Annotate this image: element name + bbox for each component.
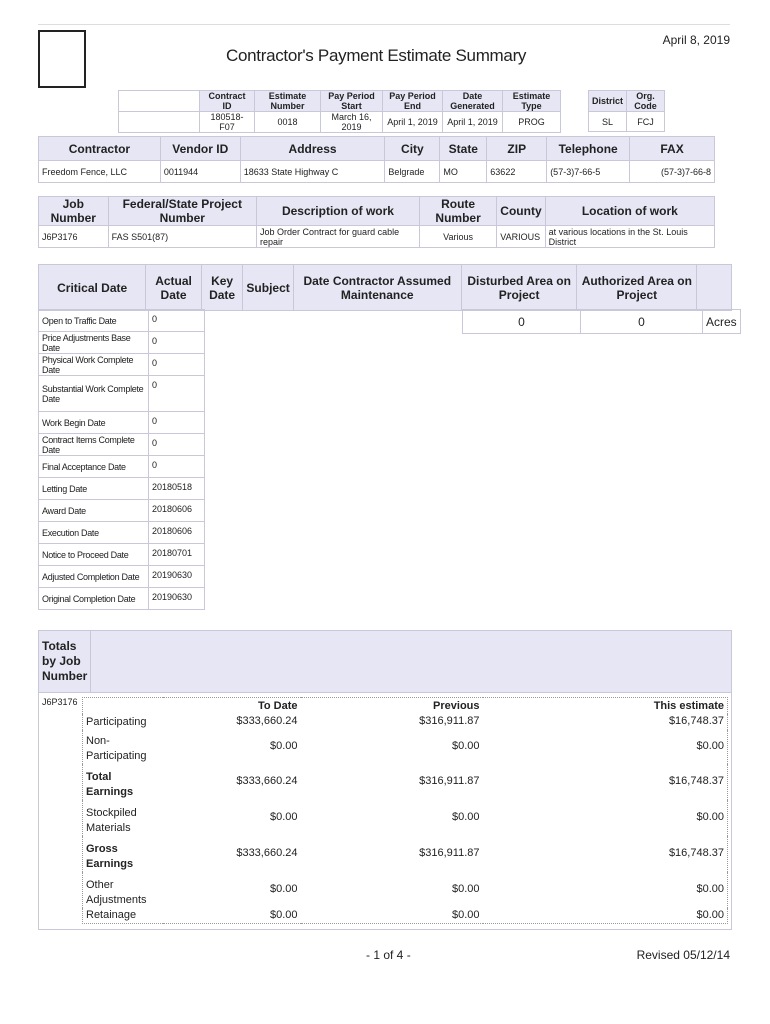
critical-header: Disturbed Area on Project xyxy=(461,265,577,311)
totals-row xyxy=(83,836,728,872)
totals-row-label: Total Earnings xyxy=(86,770,134,798)
totals-job-number: J6P3176 xyxy=(42,697,78,707)
totals-row-value: $0.00 xyxy=(451,883,480,895)
critical-date-value: 20190630 xyxy=(149,566,205,588)
critical-date-label: Letting Date xyxy=(39,478,149,500)
job-header: Job Number xyxy=(39,197,109,226)
critical-header-blank xyxy=(697,265,732,311)
top-rule xyxy=(38,24,730,25)
critical-date-row xyxy=(39,412,205,434)
disturbed-area-value: 0 xyxy=(463,310,581,334)
page-number: - 1 of 4 - xyxy=(366,948,411,962)
totals-col-header: This estimate xyxy=(653,699,724,712)
estimate-header: Contract ID xyxy=(200,91,255,112)
critical-header-table xyxy=(38,264,732,311)
critical-date-label: Adjusted Completion Date xyxy=(39,566,149,588)
area-unit: Acres xyxy=(703,310,741,334)
job-header: Federal/State Project Number xyxy=(108,197,256,226)
totals-header-blank xyxy=(91,631,732,693)
contractor-header: Vendor ID xyxy=(160,137,240,161)
critical-date-value: 20180518 xyxy=(149,478,205,500)
critical-date-value: 20180606 xyxy=(149,500,205,522)
totals-row-label: Non-Participating xyxy=(86,734,147,762)
contractor-value: MO xyxy=(440,161,487,183)
org-code-header: Org. Code xyxy=(627,91,665,112)
critical-date-value: 0 xyxy=(149,354,205,376)
critical-header: Key Date xyxy=(201,265,243,311)
critical-date-value: 20190630 xyxy=(149,588,205,610)
contractor-table xyxy=(38,136,715,183)
critical-date-value: 0 xyxy=(149,434,205,456)
estimate-value: March 16, 2019 xyxy=(321,112,383,133)
estimate-header: Date Generated xyxy=(443,91,503,112)
critical-date-value: 0 xyxy=(149,376,205,412)
totals-row xyxy=(83,764,728,800)
critical-header: Critical Date xyxy=(39,265,146,311)
org-code-value: FCJ xyxy=(627,112,665,132)
critical-date-label: Open to Traffic Date xyxy=(39,310,149,332)
totals-row xyxy=(83,730,728,764)
job-header: Location of work xyxy=(545,197,714,226)
critical-date-label: Price Adjustments Base Date xyxy=(39,332,149,354)
totals-row-value: $0.00 xyxy=(696,883,724,895)
critical-date-label: Work Begin Date xyxy=(39,412,149,434)
totals-row-value: $0.00 xyxy=(451,908,480,921)
critical-date-value: 0 xyxy=(149,310,205,332)
critical-date-row xyxy=(39,544,205,566)
report-date: April 8, 2019 xyxy=(662,33,730,47)
totals-row xyxy=(83,908,728,924)
critical-date-label: Physical Work Complete Date xyxy=(39,354,149,376)
critical-date-label: Notice to Proceed Date xyxy=(39,544,149,566)
totals-row-value: $0.00 xyxy=(451,811,480,823)
critical-date-row xyxy=(39,588,205,610)
totals-col-blank xyxy=(83,698,163,714)
totals-row-value: $316,911.87 xyxy=(419,715,480,727)
estimate-header: Pay Period Start xyxy=(321,91,383,112)
totals-row-value: $333,660.24 xyxy=(236,775,298,787)
critical-date-value: 20180606 xyxy=(149,522,205,544)
critical-header: Actual Date xyxy=(146,265,201,311)
totals-row-label: Participating xyxy=(86,715,147,728)
critical-date-row xyxy=(39,456,205,478)
critical-date-value: 0 xyxy=(149,332,205,354)
contractor-value: Belgrade xyxy=(385,161,440,183)
totals-header: Totals by Job Number xyxy=(39,631,91,693)
critical-date-row xyxy=(39,354,205,376)
authorized-area-value: 0 xyxy=(581,310,703,334)
estimate-blank xyxy=(119,91,200,112)
totals-row xyxy=(83,872,728,908)
critical-header: Subject xyxy=(243,265,293,311)
contractor-value: Freedom Fence, LLC xyxy=(39,161,161,183)
area-table xyxy=(462,309,741,334)
critical-date-row xyxy=(39,566,205,588)
totals-row-value: $0.00 xyxy=(269,740,298,752)
contractor-header: Contractor xyxy=(39,137,161,161)
estimate-header: Estimate Type xyxy=(503,91,561,112)
job-value: Various xyxy=(419,226,496,248)
page-title: Contractor's Payment Estimate Summary xyxy=(226,46,527,65)
critical-date-row xyxy=(39,500,205,522)
district-value: SL xyxy=(589,112,627,132)
totals-row-label: Retainage xyxy=(86,909,137,921)
totals-row-value: $0.00 xyxy=(269,883,298,895)
critical-date-row xyxy=(39,376,205,412)
totals-row-value: $316,911.87 xyxy=(419,847,480,859)
contractor-header: City xyxy=(385,137,440,161)
critical-date-row xyxy=(39,478,205,500)
critical-date-row xyxy=(39,522,205,544)
totals-row-value: $0.00 xyxy=(269,908,298,921)
job-header: Route Number xyxy=(419,197,496,226)
job-value: J6P3176 xyxy=(39,226,109,248)
totals-row-value: $0.00 xyxy=(451,740,480,752)
estimate-value: PROG xyxy=(503,112,561,133)
totals-row-value: $0.00 xyxy=(696,811,724,823)
critical-date-label: Execution Date xyxy=(39,522,149,544)
totals-row xyxy=(83,800,728,836)
critical-header: Date Contractor Assumed Maintenance xyxy=(293,265,461,311)
critical-date-label: Final Acceptance Date xyxy=(39,456,149,478)
estimate-header: Estimate Number xyxy=(255,91,321,112)
totals-row-value: $16,748.37 xyxy=(668,715,724,727)
contractor-header: FAX xyxy=(630,137,715,161)
job-value: at various locations in the St. Louis District xyxy=(545,226,714,248)
revision-date: Revised 05/12/14 xyxy=(636,948,730,962)
totals-header-table xyxy=(38,630,732,693)
totals-row-value: $0.00 xyxy=(696,908,724,921)
critical-dates-table xyxy=(38,309,205,610)
totals-col-header: To Date xyxy=(257,699,298,712)
job-table xyxy=(38,196,715,248)
totals-table xyxy=(82,697,728,924)
district-header: District xyxy=(589,91,627,112)
estimate-value: April 1, 2019 xyxy=(383,112,443,133)
contractor-header: Telephone xyxy=(547,137,630,161)
estimate-value: 180518-F07 xyxy=(200,112,255,133)
critical-date-label: Award Date xyxy=(39,500,149,522)
contractor-value: 0011944 xyxy=(160,161,240,183)
critical-header: Authorized Area on Project xyxy=(577,265,697,311)
totals-row-value: $16,748.37 xyxy=(668,847,724,859)
estimate-value: April 1, 2019 xyxy=(443,112,503,133)
contractor-header: ZIP xyxy=(487,137,547,161)
totals-row-value: $316,911.87 xyxy=(419,775,480,787)
contractor-value: (57-3)7-66-8 xyxy=(630,161,715,183)
contractor-header: State xyxy=(440,137,487,161)
estimate-table xyxy=(118,90,561,133)
estimate-value: 0018 xyxy=(255,112,321,133)
critical-date-value: 0 xyxy=(149,456,205,478)
contractor-header: Address xyxy=(240,137,385,161)
district-table xyxy=(588,90,665,132)
totals-col-header: Previous xyxy=(433,699,480,712)
critical-date-label: Substantial Work Complete Date xyxy=(39,376,149,412)
totals-row-label: Other Adjustments xyxy=(86,878,147,906)
totals-row xyxy=(83,714,728,730)
totals-row-value: $333,660.24 xyxy=(236,715,298,727)
totals-row-label: Gross Earnings xyxy=(86,842,134,870)
totals-row-value: $333,660.24 xyxy=(236,847,298,859)
critical-date-label: Contract Items Complete Date xyxy=(39,434,149,456)
critical-date-row xyxy=(39,332,205,354)
critical-date-label: Original Completion Date xyxy=(39,588,149,610)
job-header: County xyxy=(497,197,545,226)
totals-row-value: $16,748.37 xyxy=(668,775,724,787)
critical-date-row xyxy=(39,434,205,456)
contractor-value: 18633 State Highway C xyxy=(240,161,385,183)
totals-row-value: $0.00 xyxy=(696,740,724,752)
job-value: FAS S501(87) xyxy=(108,226,256,248)
estimate-header: Pay Period End xyxy=(383,91,443,112)
critical-date-value: 20180701 xyxy=(149,544,205,566)
job-value: VARIOUS xyxy=(497,226,545,248)
contractor-value: 63622 xyxy=(487,161,547,183)
totals-row-label: Stockpiled Materials xyxy=(86,806,137,834)
critical-date-row xyxy=(39,310,205,332)
job-header: Description of work xyxy=(257,197,420,226)
totals-row-value: $0.00 xyxy=(269,811,298,823)
estimate-blank xyxy=(119,112,200,133)
contractor-value: (57-3)7-66-5 xyxy=(547,161,630,183)
logo-placeholder xyxy=(38,30,86,88)
critical-date-value: 0 xyxy=(149,412,205,434)
job-value: Job Order Contract for guard cable repair xyxy=(257,226,420,248)
